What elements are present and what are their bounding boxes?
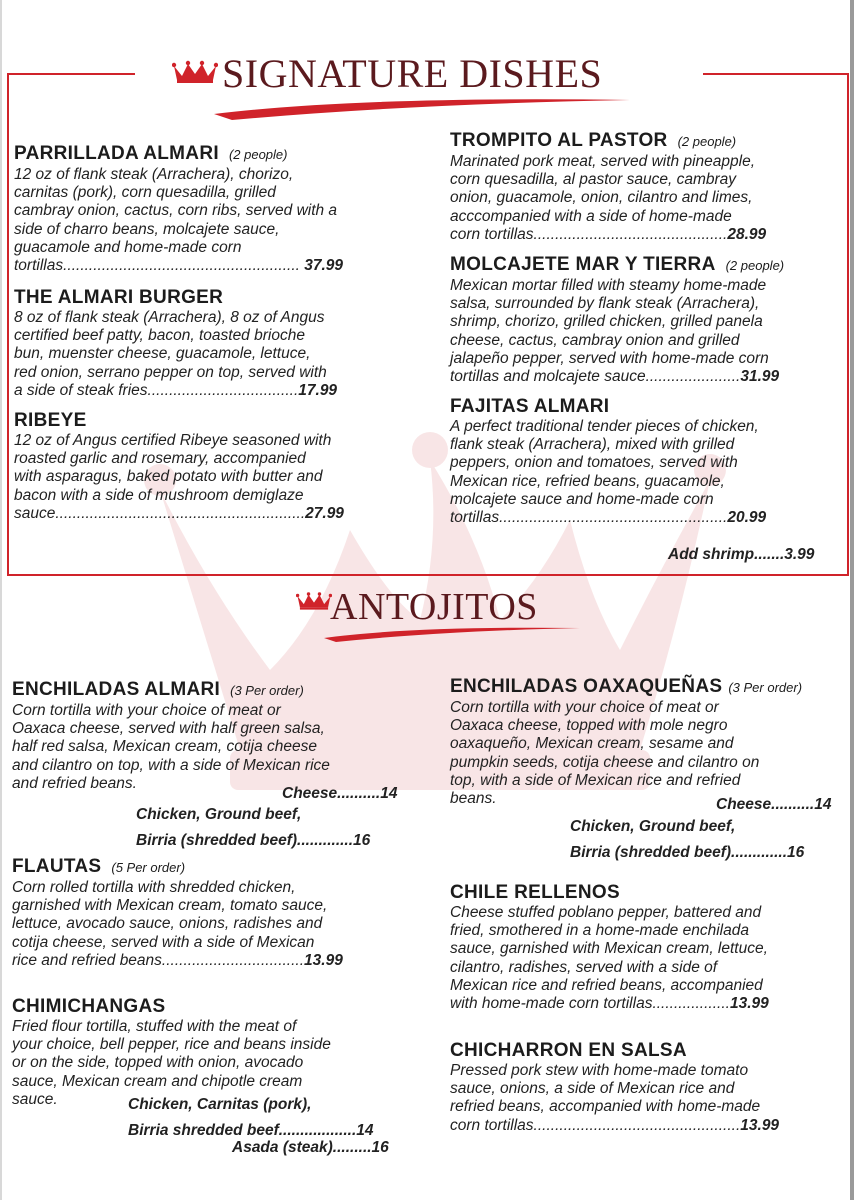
item-note: (3 Per order) (728, 680, 803, 695)
desc-line: cilantro, radishes, served with a side of (450, 958, 718, 976)
item-name: RIBEYE (14, 410, 87, 431)
desc-line: corn tortillas............................................. (450, 225, 728, 243)
price-option-cheese: Cheese..........14 (282, 785, 398, 802)
item-note: (5 Per order) (111, 860, 186, 875)
price-option-birria: Birria (shredded beef).............16 (570, 844, 805, 861)
desc-line: tortillas and molcajete sauce...................... (450, 368, 741, 386)
add-shrimp-option: Add shrimp.......3.99 (668, 546, 815, 563)
price-option-birria: Birria (shredded beef).............16 (136, 832, 371, 849)
item-note: (2 people) (725, 258, 785, 273)
desc-line: a side of steak fries................................... (14, 381, 299, 399)
desc-line: Oaxaca cheese, served with half green salsa, (12, 720, 325, 738)
item-note: (3 Per order) (230, 683, 304, 698)
item-price: 13.99 (729, 995, 769, 1013)
item-price: 17.99 (298, 381, 338, 399)
desc-line: red onion, serrano pepper on top, served with (14, 363, 327, 381)
item-name: FAJITAS ALMARI (450, 396, 610, 417)
desc-line: corn tortillas................................................ (450, 1116, 741, 1134)
desc-line: Mexican rice, refried beans, guacamole, (450, 472, 725, 490)
item-name: FLAUTAS (12, 856, 102, 877)
desc-line: with home-made corn tortillas.................. (450, 995, 730, 1013)
desc-line: roasted garlic and rosemary, accompanied (14, 450, 306, 468)
desc-line: acccompanied with a side of home-made (450, 207, 732, 225)
desc-line: cotija cheese, served with a side of Mexican (12, 933, 315, 951)
title-underline-swoosh (322, 622, 582, 644)
menu-item-burger (14, 287, 337, 400)
title-underline-swoosh (212, 92, 632, 122)
item-name: CHICHARRON EN SALSA (450, 1040, 687, 1061)
item-name: CHILE RELLENOS (450, 882, 620, 903)
desc-line: flank steak (Arrachera), mixed with grilled (450, 436, 735, 454)
desc-line: fried, smothered in a home-made enchilada (450, 922, 749, 940)
desc-line: sauce, garnished with Mexican cream, lettuce, (450, 940, 768, 958)
price-option-chicken: Chicken, Ground beef, (136, 806, 302, 823)
desc-line: molcajete sauce and home-made corn (450, 490, 714, 508)
desc-line: tortillas....................................................... (14, 257, 300, 275)
menu-item-chile-rellenos (450, 882, 769, 1013)
desc-line: Mexican rice and refried beans, accompanied (450, 976, 763, 994)
item-price: 13.99 (304, 951, 343, 969)
desc-line: Cheese stuffed poblano pepper, battered and (450, 904, 762, 921)
antojitos-heading: ANTOJITOS (330, 586, 538, 628)
menu-item-molcajete (450, 254, 784, 386)
item-note: (2 people) (677, 134, 737, 149)
price-option-carnitas: Chicken, Carnitas (pork), (128, 1096, 312, 1113)
desc-line: shrimp, chorizo, grilled chicken, grilled panela (450, 313, 763, 331)
item-price: 37.99 (299, 257, 344, 275)
desc-line: jalapeño pepper, served with home-made corn (450, 349, 769, 367)
desc-line: sauce.......................................................... (14, 504, 306, 522)
desc-line: with asparagus, baked potato with butter and (14, 468, 323, 486)
desc-line: A perfect traditional tender pieces of chicken, (450, 418, 759, 435)
desc-line: garnished with Mexican cream, tomato sauce, (12, 897, 328, 915)
price-option-birria: Birria shredded beef..................14 (128, 1122, 374, 1139)
desc-line: rice and refried beans................................. (12, 951, 305, 969)
menu-item-ribeye (14, 410, 344, 523)
item-note: (2 people) (228, 147, 288, 162)
desc-line: Corn tortilla with your choice of meat or (450, 699, 719, 716)
menu-item-chimichangas (12, 996, 331, 1109)
desc-line: and refried beans. (12, 774, 137, 792)
desc-line: guacamole and home-made corn (14, 238, 242, 256)
menu-item-parrillada (14, 143, 343, 275)
desc-line: carnitas (pork), corn quesadilla, grilled (14, 184, 276, 202)
price-option-chicken: Chicken, Ground beef, (570, 818, 736, 835)
signature-dishes-heading: SIGNATURE DISHES (222, 51, 603, 96)
menu-item-enchiladas-almari (12, 679, 330, 793)
item-name: MOLCAJETE MAR Y TIERRA (450, 254, 716, 275)
item-name: ENCHILADAS ALMARI (12, 679, 221, 700)
menu-item-enchiladas-oaxaquenas (450, 676, 802, 808)
crown-icon (296, 591, 332, 611)
desc-line: sauce. (12, 1090, 58, 1108)
desc-line: side of charro beans, molcajete sauce, (14, 220, 280, 238)
desc-line: certified beef patty, bacon, toasted brioche (14, 327, 305, 345)
desc-line: bacon with a side of mushroom demiglaze (14, 486, 304, 504)
desc-line: cheese, cactus, cambray onion and grilled (450, 331, 740, 349)
desc-line: Marinated pork meat, served with pineapple, (450, 153, 755, 170)
desc-line: Mexican mortar filled with steamy home-made (450, 277, 767, 294)
item-price: 20.99 (727, 509, 767, 527)
menu-item-chicharron (450, 1040, 779, 1135)
desc-line: top, with a side of Mexican rice and refried (450, 771, 741, 789)
price-option-asada: Asada (steak).........16 (232, 1139, 389, 1156)
desc-line: pumpkin seeds, cotija cheese and cilantro on (450, 753, 760, 771)
price-option-cheese: Cheese..........14 (716, 796, 832, 813)
desc-line: Oaxaca cheese, topped with mole negro (450, 717, 728, 735)
item-name: THE ALMARI BURGER (14, 287, 224, 308)
desc-line: sauce, Mexican cream and chipotle cream (12, 1072, 303, 1090)
desc-line: 8 oz of flank steak (Arrachera), 8 oz of Angus (14, 309, 325, 326)
desc-line: tortillas..................................................... (450, 509, 728, 527)
desc-line: Corn rolled tortilla with shredded chicken, (12, 879, 296, 896)
desc-line: or on the side, topped with onion, avocado (12, 1054, 304, 1072)
desc-line: 12 oz of Angus certified Ribeye seasoned with (14, 432, 332, 449)
desc-line: peppers, onion and tomatoes, served with (450, 454, 738, 472)
menu-item-flautas (12, 856, 343, 970)
item-price: 28.99 (727, 225, 767, 243)
desc-line: Corn tortilla with your choice of meat or (12, 702, 281, 719)
desc-line: lettuce, avocado sauce, onions, radishes and (12, 915, 323, 933)
desc-line: onion, guacamole, onion, cilantro and limes, (450, 189, 753, 207)
menu-item-fajitas (450, 396, 766, 527)
item-name: TROMPITO AL PASTOR (450, 130, 668, 151)
desc-line: half red salsa, Mexican cream, cotija cheese (12, 738, 317, 756)
page-right-edge (850, 0, 854, 1200)
desc-line: corn quesadilla, al pastor sauce, cambray (450, 171, 737, 189)
item-name: CHIMICHANGAS (12, 996, 166, 1017)
desc-line: cambray onion, cactus, corn ribs, served with a (14, 202, 338, 220)
desc-line: beans. (450, 790, 497, 808)
item-price: 13.99 (740, 1116, 780, 1134)
desc-line: Pressed pork stew with home-made tomato (450, 1062, 749, 1079)
desc-line: salsa, surrounded by flank steak (Arrachera), (450, 295, 760, 313)
item-price: 31.99 (740, 368, 780, 386)
menu-item-trompito (450, 130, 766, 244)
desc-line: your choice, bell pepper, rice and beans inside (12, 1036, 331, 1054)
desc-line: 12 oz of flank steak (Arrachera), chorizo, (14, 166, 294, 183)
desc-line: sauce, onions, a side of Mexican rice and (450, 1080, 735, 1098)
item-name: PARRILLADA ALMARI (14, 143, 219, 164)
crown-icon (172, 60, 218, 84)
page-left-edge (0, 0, 2, 1200)
desc-line: bun, muenster cheese, guacamole, lettuce, (14, 345, 311, 363)
desc-line: Fried flour tortilla, stuffed with the meat of (12, 1018, 297, 1035)
desc-line: oaxaqueño, Mexican cream, sesame and (450, 735, 734, 753)
desc-line: and cilantro on top, with a side of Mexican rice (12, 756, 330, 774)
item-name: ENCHILADAS OAXAQUEÑAS (450, 676, 723, 697)
item-price: 27.99 (305, 504, 344, 522)
desc-line: refried beans, accompanied with home-made (450, 1098, 761, 1116)
